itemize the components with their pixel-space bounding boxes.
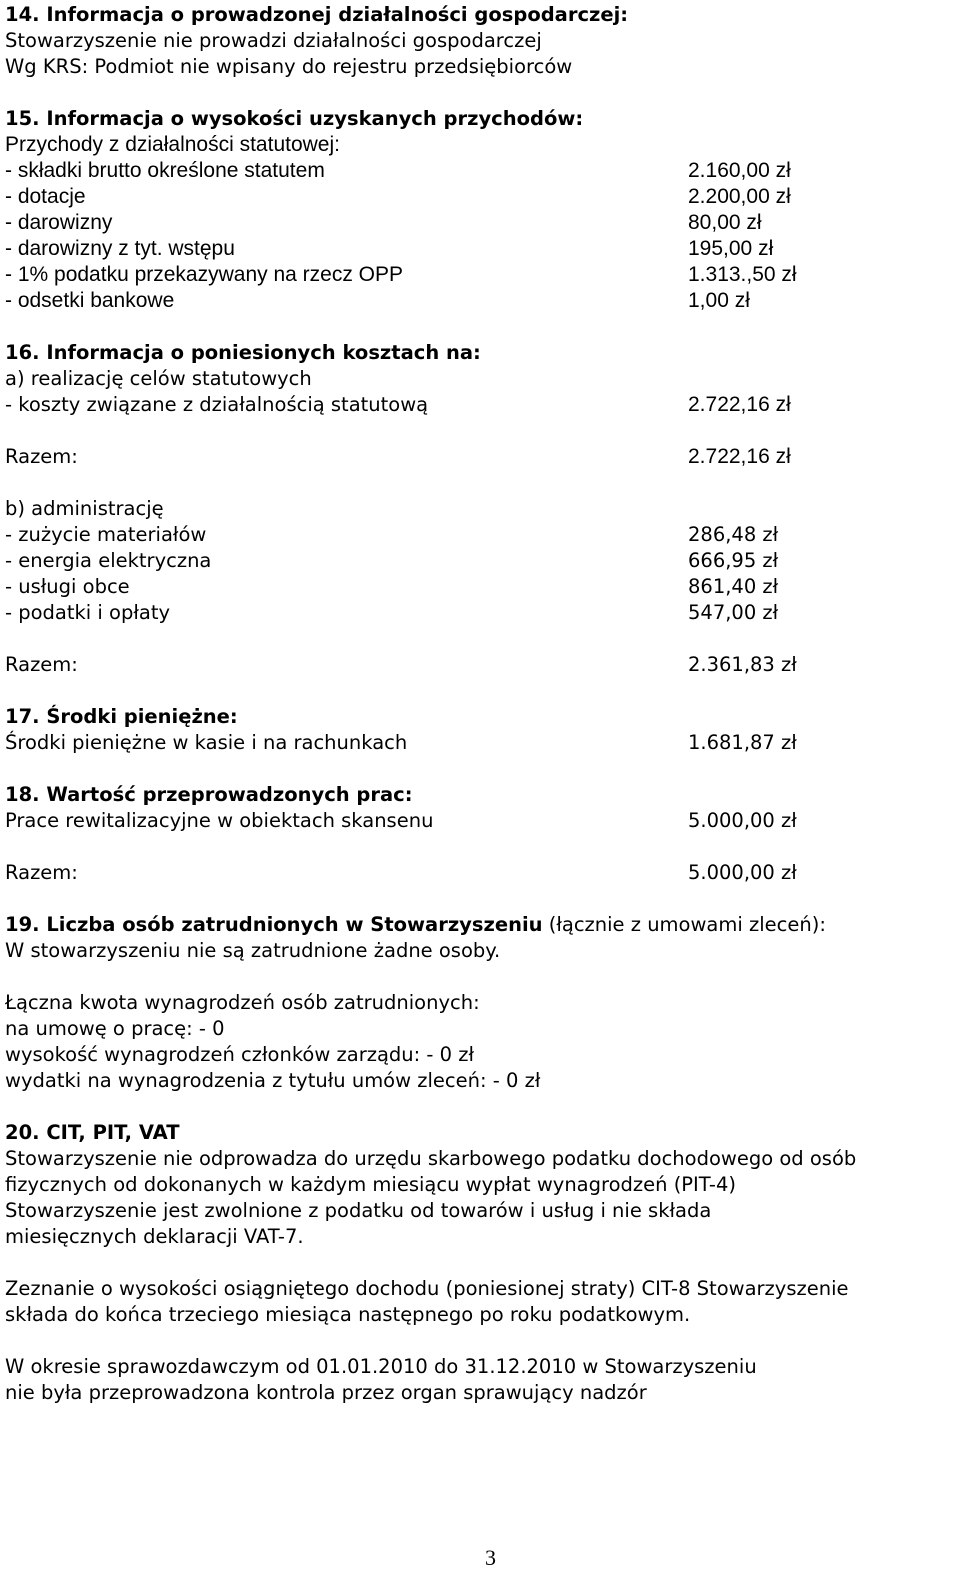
revenue-amount: 2.160,00 zł <box>688 159 791 182</box>
s19-line-3: na umowę o pracę: - 0 <box>5 1017 225 1040</box>
section-18-title: 18. Wartość przeprowadzonych prac: <box>5 783 413 806</box>
revenue-amount: 80,00 zł <box>688 211 762 234</box>
revenue-label: - 1% podatku przekazywany na rzecz OPP <box>5 263 404 286</box>
s20-line-6: składa do końca trzeciego miesiąca następnego po roku podatkowym. <box>5 1303 691 1326</box>
section-19-title-line <box>5 912 826 938</box>
section-15-title: 15. Informacja o wysokości uzyskanych przychodów: <box>5 107 584 130</box>
section-19-title-note: (łącznie z umowami zleceń): <box>542 913 826 936</box>
s14-line-1: Stowarzyszenie nie prowadzi działalności gospodarczej <box>5 29 542 52</box>
revenue-label: - dotacje <box>5 185 86 208</box>
revenue-label: - odsetki bankowe <box>5 289 175 312</box>
section-20-title: 20. CIT, PIT, VAT <box>5 1121 180 1144</box>
cost-label: - energia elektryczna <box>5 549 212 572</box>
s18-label: Prace rewitalizacyjne w obiektach skansenu <box>5 809 434 832</box>
cost-amount: 861,40 zł <box>688 575 779 598</box>
s20-line-8: nie była przeprowadzona kontrola przez organ sprawujący nadzór <box>5 1381 647 1404</box>
cost-label: - koszty związane z działalnością statutową <box>5 393 429 416</box>
s16-a-total-label: Razem: <box>5 445 78 468</box>
revenue-amount: 1.313.,50 zł <box>688 263 797 286</box>
s18-amount: 5.000,00 zł <box>688 809 797 832</box>
s20-line-7: W okresie sprawozdawczym od 01.01.2010 do 31.12.2010 w Stowarzyszeniu <box>5 1355 757 1378</box>
s19-line-5: wydatki na wynagrodzenia z tytułu umów zleceń: - 0 zł <box>5 1069 541 1092</box>
revenue-label: - darowizny <box>5 211 113 234</box>
page-number: 3 <box>485 1545 496 1570</box>
section-14-title: 14. Informacja o prowadzonej działalności gospodarczej: <box>5 3 629 26</box>
s18-total-label: Razem: <box>5 861 78 884</box>
s16-b-heading: b) administrację <box>5 497 164 520</box>
s19-line-4: wysokość wynagrodzeń członków zarządu: - 0 zł <box>5 1043 475 1066</box>
s20-line-2: fizycznych od dokonanych w każdym miesiącu wypłat wynagrodzeń (PIT-4) <box>5 1173 736 1196</box>
s16-b-total-amount: 2.361,83 zł <box>688 653 797 676</box>
s18-total-amount: 5.000,00 zł <box>688 861 797 884</box>
revenue-amount: 2.200,00 zł <box>688 185 791 208</box>
section-19-title: 19. Liczba osób zatrudnionych w Stowarzyszeniu <box>5 913 543 936</box>
s20-line-5: Zeznanie o wysokości osiągniętego dochodu (poniesionej straty) CIT-8 Stowarzyszenie <box>5 1277 849 1300</box>
revenue-amount: 1,00 zł <box>688 289 750 312</box>
s16-a-total-amount: 2.722,16 zł <box>688 445 791 468</box>
revenue-label: - darowizny z tyt. wstępu <box>5 237 235 260</box>
cost-amount: 286,48 zł <box>688 523 779 546</box>
s20-line-3: Stowarzyszenie jest zwolnione z podatku od towarów i usług i nie składa <box>5 1199 712 1222</box>
s16-a-heading: a) realizację celów statutowych <box>5 367 312 390</box>
s17-label: Środki pieniężne w kasie i na rachunkach <box>5 731 408 754</box>
s19-line-1: W stowarzyszeniu nie są zatrudnione żadne osoby. <box>5 939 501 962</box>
s14-line-2: Wg KRS: Podmiot nie wpisany do rejestru przedsiębiorców <box>5 55 573 78</box>
section-17-title: 17. Środki pieniężne: <box>5 705 238 728</box>
cost-amount: 2.722,16 zł <box>688 393 791 416</box>
s17-amount: 1.681,87 zł <box>688 731 797 754</box>
s20-line-4: miesięcznych deklaracji VAT-7. <box>5 1225 304 1248</box>
cost-label: - podatki i opłaty <box>5 601 171 624</box>
cost-amount: 666,95 zł <box>688 549 779 572</box>
s20-line-1: Stowarzyszenie nie odprowadza do urzędu skarbowego podatku dochodowego od osób <box>5 1147 857 1170</box>
revenue-amount: 195,00 zł <box>688 237 774 260</box>
s19-line-2: Łączna kwota wynagrodzeń osób zatrudnionych: <box>5 991 480 1014</box>
section-16-title: 16. Informacja o poniesionych kosztach na: <box>5 341 481 364</box>
cost-label: - zużycie materiałów <box>5 523 207 546</box>
s16-b-total-label: Razem: <box>5 653 78 676</box>
cost-amount: 547,00 zł <box>688 601 779 624</box>
s15-subtitle: Przychody z działalności statutowej: <box>5 133 340 156</box>
revenue-label: - składki brutto określone statutem <box>5 159 325 182</box>
cost-label: - usługi obce <box>5 575 130 598</box>
